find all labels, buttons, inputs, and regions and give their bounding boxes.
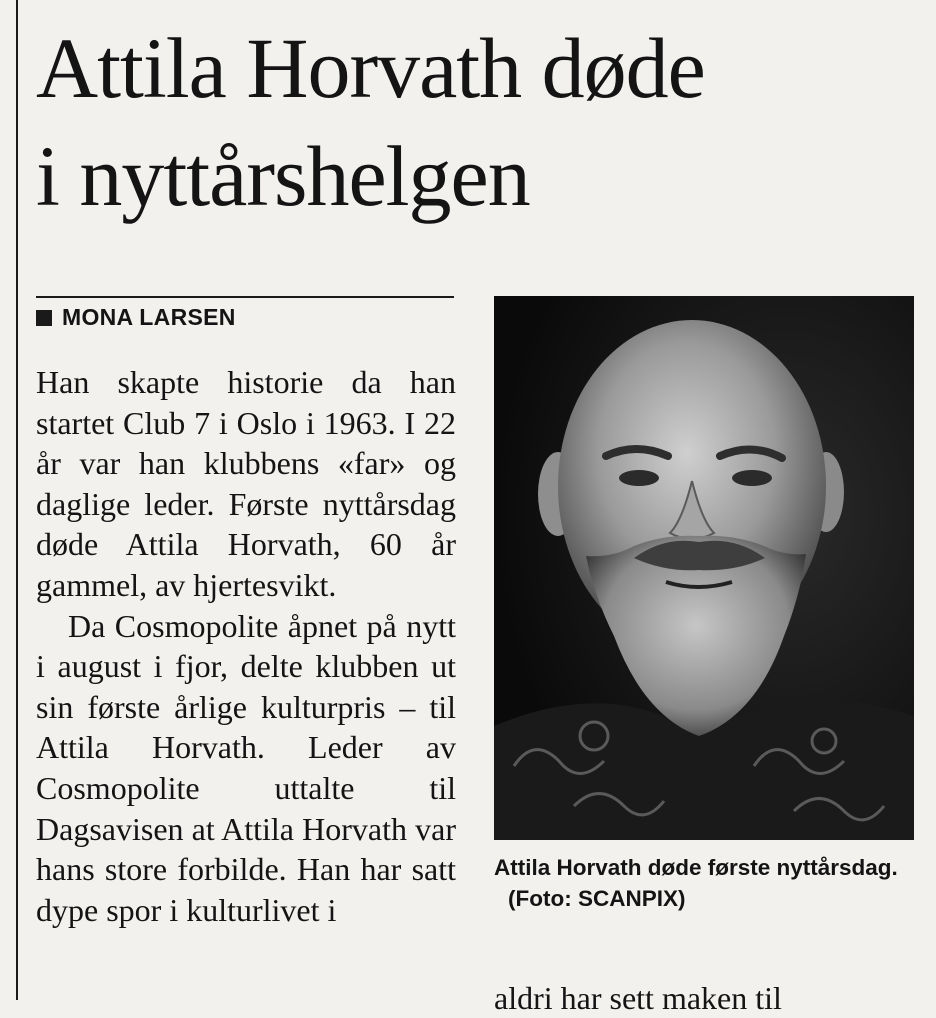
article-paragraph: Da Cosmopolite åpnet på nytt i august i fjor, delte klubben ut sin første årlige kulturpris – til Attila Horvath. Leder av Cosmopolite uttalte til Dagsavisen at Attila Horvath var hans store forbilde. Han har satt dype spor i kulturlivet i (36, 607, 456, 928)
byline (36, 302, 236, 332)
column-rule (16, 0, 18, 1000)
portrait-illustration (494, 296, 914, 840)
photo-credit: (Foto: SCANPIX) (508, 886, 686, 911)
photo-caption (494, 852, 924, 914)
headline-line-2: i nyttårshelgen (36, 128, 530, 224)
headline (36, 14, 926, 230)
caption-text: Attila Horvath døde første nyttårsdag. (494, 855, 898, 880)
byline-square-icon (36, 310, 52, 326)
byline-rule (36, 296, 454, 298)
portrait-photo (494, 296, 914, 840)
article-paragraph: Han skapte historie da han startet Club 7 i Oslo i 1963. I 22 år var han klubbens «far» og daglige leder. Første nyttårsdag døde Attila Horvath, 60 år gammel, av hjertesvikt. (36, 364, 456, 603)
article-body (36, 362, 456, 1000)
headline-line-1: Attila Horvath døde (36, 20, 705, 116)
next-column-text: aldri har sett maken til (494, 980, 782, 1016)
byline-author: MONA LARSEN (62, 304, 236, 330)
